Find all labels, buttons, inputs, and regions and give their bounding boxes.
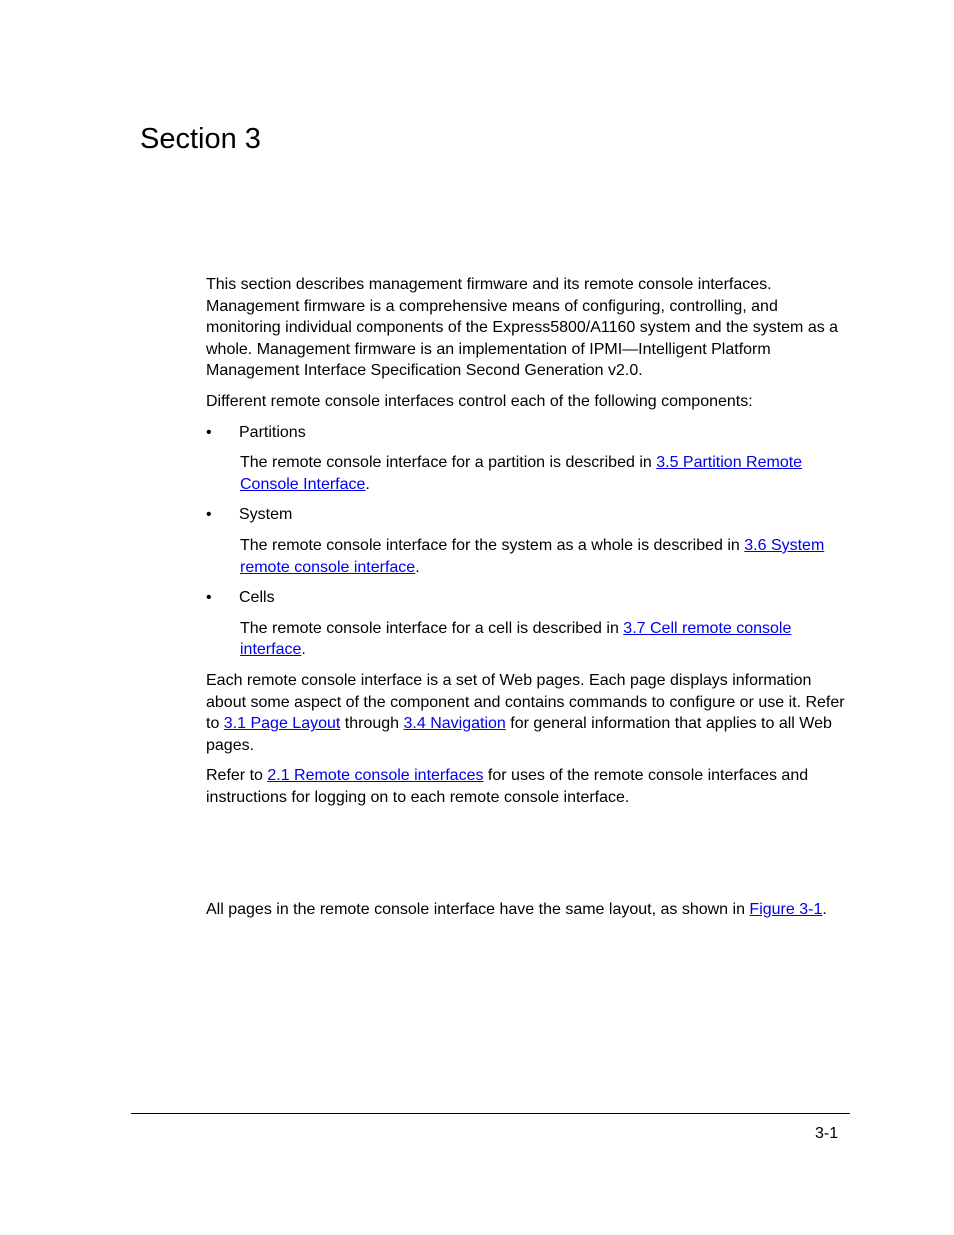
list-item-description bbox=[206, 618, 846, 661]
paragraph-text: All pages in the remote console interface have the same layout, as shown in bbox=[206, 901, 750, 918]
bullet-icon: • bbox=[206, 506, 212, 524]
web-pages-paragraph bbox=[206, 670, 846, 756]
link-cell-remote-console[interactable]: 3.7 Cell remote console interface bbox=[240, 619, 792, 659]
link-partition-remote-console[interactable]: 3.5 Partition Remote Console Interface bbox=[240, 454, 803, 493]
section-title: Section 3 bbox=[140, 123, 261, 155]
link-system-remote-console[interactable]: 3.6 System remote console interface bbox=[240, 536, 825, 576]
bullet-icon: • bbox=[206, 589, 212, 607]
list-item-description bbox=[206, 535, 846, 578]
link-page-layout[interactable]: 3.1 Page Layout bbox=[223, 715, 341, 733]
page-number: 3-1 bbox=[815, 1125, 839, 1142]
refer-paragraph bbox=[206, 765, 846, 808]
footer-divider bbox=[131, 1113, 850, 1114]
description-text-end: . bbox=[415, 558, 420, 576]
paragraph-text: for uses of the remote console interfaces and instructions for logging on to each remote console interface. bbox=[206, 767, 809, 806]
link-navigation[interactable]: 3.4 Navigation bbox=[403, 715, 506, 733]
list-item-system bbox=[206, 504, 846, 526]
description-text-end: . bbox=[365, 475, 370, 493]
intro-paragraph: This section describes management firmware and its remote console interfaces. Management firmware is a comprehensive means of configuring, controlling, and monitoring individual components of the Express5800/A1160 system and the system as a whole. Management firmware is an implementation of IPMI—Intelligent Platform Management Interface Specification Second Generation v2.0. bbox=[206, 276, 839, 380]
paragraph-text: for general information that applies to all Web pages. bbox=[206, 715, 832, 754]
description-text-end: . bbox=[301, 641, 306, 659]
paragraph-text: . bbox=[822, 901, 827, 918]
link-figure-3-1[interactable]: Figure 3-1 bbox=[749, 901, 823, 918]
list-item-partitions bbox=[206, 422, 846, 444]
paragraph-text: through bbox=[340, 715, 404, 733]
description-text: The remote console interface for the system as a whole is described in bbox=[240, 536, 745, 554]
main-content bbox=[206, 274, 846, 817]
layout-paragraph bbox=[206, 899, 827, 921]
bullet-icon: • bbox=[206, 423, 212, 441]
list-item-description bbox=[206, 452, 846, 495]
description-text: The remote console interface for a partition is described in bbox=[240, 454, 657, 472]
paragraph-text: Refer to bbox=[206, 767, 268, 785]
list-item-cells bbox=[206, 587, 846, 609]
list-item-title: System bbox=[239, 506, 293, 524]
list-item-title: Partitions bbox=[239, 423, 306, 441]
link-remote-console-interfaces[interactable]: 2.1 Remote console interfaces bbox=[267, 767, 484, 785]
components-lead: Different remote console interfaces control each of the following components: bbox=[206, 392, 753, 410]
description-text: The remote console interface for a cell is described in bbox=[240, 619, 624, 637]
paragraph-text: Each remote console interface is a set of Web pages. Each page displays information about some aspect of the component and contains commands to configure or use it. Refer to bbox=[206, 671, 845, 733]
list-item-title: Cells bbox=[239, 589, 275, 607]
